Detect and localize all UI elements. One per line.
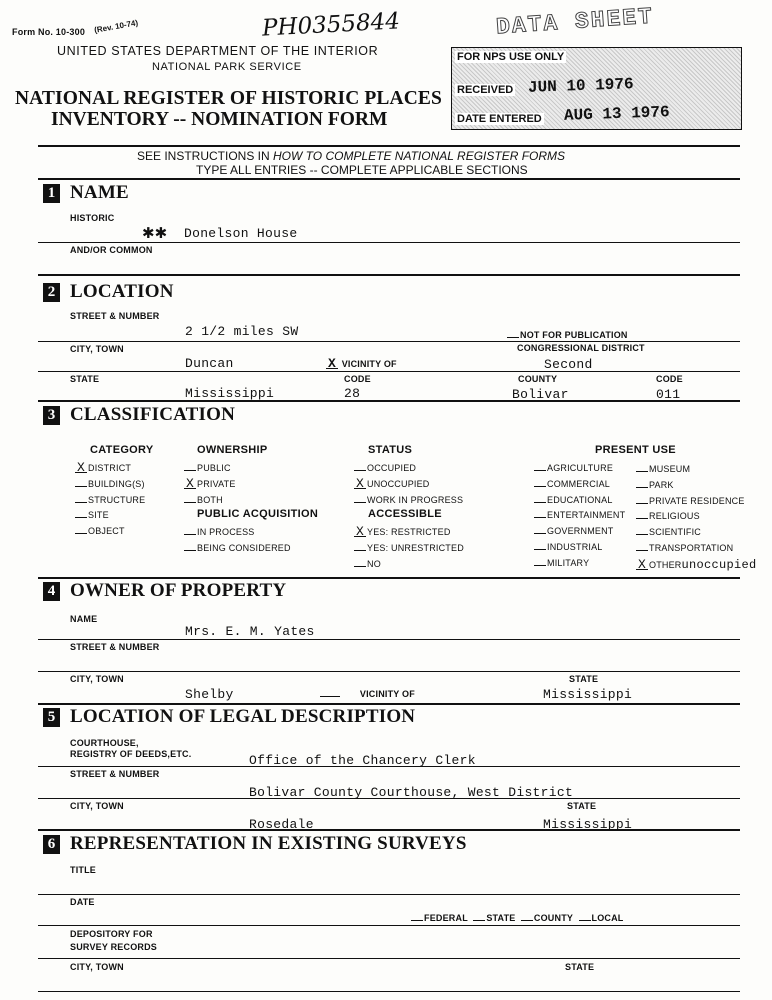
state-code-value: 28 xyxy=(344,386,361,401)
county-label: COUNTY xyxy=(518,374,558,384)
use-mark-transportation xyxy=(636,550,648,551)
survey-date-label: DATE xyxy=(70,897,95,907)
acquisition-option-being-considered xyxy=(184,543,291,553)
category-heading: CATEGORY xyxy=(90,444,154,456)
not-for-publication: NOT FOR PUBLICATION xyxy=(507,330,628,340)
use-option-religious xyxy=(636,511,700,521)
form-title-line1: NATIONAL REGISTER OF HISTORIC PLACES xyxy=(15,88,442,109)
other-use-value: unoccupied xyxy=(681,558,757,572)
status-label-work-in-progress: WORK IN PROGRESS xyxy=(367,494,464,505)
header-rule xyxy=(38,145,740,147)
historic-label: HISTORIC xyxy=(70,213,115,223)
use-label-agriculture: AGRICULTURE xyxy=(547,463,614,473)
status-mark-unoccupied: X xyxy=(355,475,364,491)
owner-city-value: Shelby xyxy=(185,687,234,702)
use-mark-commercial xyxy=(534,486,546,487)
status-option-work-in-progress xyxy=(354,495,463,505)
use-label-industrial: INDUSTRIAL xyxy=(547,542,603,552)
use-label-private-residence: PRIVATE RESIDENCE xyxy=(649,495,745,506)
use-label-other: OTHER xyxy=(649,560,682,570)
use-option-park xyxy=(636,480,674,490)
status-label-unoccupied: UNOCCUPIED xyxy=(367,478,430,489)
section-6-number: 6 xyxy=(43,835,60,854)
depository-label-1: DEPOSITORY FOR xyxy=(70,929,153,939)
section-6-title: REPRESENTATION IN EXISTING SURVEYS xyxy=(70,833,467,854)
ownership-heading: OWNERSHIP xyxy=(197,444,268,456)
category-label-district: DISTRICT xyxy=(88,463,132,473)
form-title-line2: INVENTORY -- NOMINATION FORM xyxy=(51,109,388,130)
section-1-title: NAME xyxy=(70,182,129,203)
section-3-end-rule xyxy=(38,577,740,579)
section-3-number: 3 xyxy=(43,406,60,425)
nps-box-label: FOR NPS USE ONLY xyxy=(457,51,565,63)
date-entered-stamp: AUG 13 1976 xyxy=(563,103,670,125)
category-label-structure: STRUCTURE xyxy=(88,494,146,505)
category-option-site xyxy=(75,510,109,520)
use-option-educational xyxy=(534,495,613,505)
status-label-occupied: OCCUPIED xyxy=(367,463,417,473)
owner-name-value: Mrs. E. M. Yates xyxy=(185,624,315,639)
status-option-occupied xyxy=(354,463,416,473)
owner-vicinity-of: VICINITY OF xyxy=(320,689,415,699)
survey-level-options: FEDERAL STATE COUNTY LOCAL xyxy=(411,913,624,923)
legal-street-value: Bolivar County Courthouse, West District xyxy=(249,785,574,800)
street-label: STREET & NUMBER xyxy=(70,311,160,321)
public-acquisition-heading: PUBLIC ACQUISITION xyxy=(197,508,319,520)
acquisition-label-in-process: IN PROCESS xyxy=(197,527,255,537)
street-value: 2 1/2 miles SW xyxy=(185,324,299,339)
ownership-mark-public xyxy=(184,470,196,471)
use-mark-religious xyxy=(636,518,648,519)
courthouse-value: Office of the Chancery Clerk xyxy=(249,753,476,768)
county-code-value: 011 xyxy=(656,387,681,402)
category-mark-building-s xyxy=(75,486,87,487)
use-label-entertainment: ENTERTAINMENT xyxy=(547,510,626,521)
section-2-title: LOCATION xyxy=(70,281,174,302)
courthouse-label-2: REGISTRY OF DEEDS,ETC. xyxy=(70,749,192,759)
section-2-end-rule xyxy=(38,400,740,402)
use-option-scientific xyxy=(636,527,701,537)
use-option-private-residence xyxy=(636,496,745,506)
use-option-other xyxy=(636,558,757,572)
accessible-mark-yes-restricted: X xyxy=(355,524,364,539)
vicinity-mark: X xyxy=(327,356,336,371)
street-rule xyxy=(38,341,740,342)
use-mark-educational xyxy=(534,502,546,503)
section-5-title: LOCATION OF LEGAL DESCRIPTION xyxy=(70,706,416,727)
present-use-heading: PRESENT USE xyxy=(595,444,676,456)
use-label-museum: MUSEUM xyxy=(649,464,691,474)
handwritten-id: PH0355844 xyxy=(261,8,401,42)
use-option-industrial xyxy=(534,542,603,552)
instructions-line1: SEE INSTRUCTIONS IN HOW TO COMPLETE NATIONAL REGISTER FORMS xyxy=(137,149,566,163)
legal-street-label: STREET & NUMBER xyxy=(70,769,160,779)
legal-state-label: STATE xyxy=(567,801,597,811)
historic-rule xyxy=(38,242,740,243)
service-name: NATIONAL PARK SERVICE xyxy=(152,61,302,73)
owner-street-rule xyxy=(38,671,740,672)
acquisition-option-in-process xyxy=(184,527,255,537)
use-option-military xyxy=(534,558,589,568)
use-label-transportation: TRANSPORTATION xyxy=(649,543,734,553)
use-option-commercial xyxy=(534,479,610,489)
survey-title-rule xyxy=(38,894,740,895)
section-4-title: OWNER OF PROPERTY xyxy=(70,580,287,601)
section-2-number: 2 xyxy=(43,283,60,302)
data-sheet-stamp: DATA SHEET xyxy=(495,3,655,41)
section-1-number: 1 xyxy=(43,184,60,203)
owner-city-label: CITY, TOWN xyxy=(70,674,124,684)
category-label-object: OBJECT xyxy=(88,526,125,537)
status-mark-work-in-progress xyxy=(354,502,366,503)
nps-use-only-box xyxy=(451,47,742,130)
instructions-rule xyxy=(38,178,740,180)
status-mark-occupied xyxy=(354,470,366,471)
city-rule xyxy=(38,371,740,372)
historic-marks: ✱✱ xyxy=(142,225,168,242)
state-value: Mississippi xyxy=(185,386,275,401)
use-mark-other: X xyxy=(637,557,646,572)
use-mark-private-residence xyxy=(636,503,648,504)
use-label-park: PARK xyxy=(649,479,674,490)
accessible-mark-no xyxy=(354,566,366,567)
ownership-option-both xyxy=(184,495,223,505)
use-label-commercial: COMMERCIAL xyxy=(547,478,611,489)
use-label-educational: EDUCATIONAL xyxy=(547,494,613,505)
survey-city-rule xyxy=(38,991,740,992)
ownership-option-private xyxy=(184,475,236,491)
state-code-label: CODE xyxy=(344,374,371,384)
category-label-building-s: BUILDING(S) xyxy=(88,478,145,489)
legal-state-value: Mississippi xyxy=(543,817,633,832)
section-3-title: CLASSIFICATION xyxy=(70,404,236,425)
category-option-building-s xyxy=(75,479,145,489)
category-option-object xyxy=(75,526,125,536)
use-mark-military xyxy=(534,565,546,566)
depository-rule xyxy=(38,958,740,959)
ownership-mark-both xyxy=(184,502,196,503)
department-name: UNITED STATES DEPARTMENT OF THE INTERIOR xyxy=(57,44,379,58)
ownership-mark-private: X xyxy=(185,475,194,491)
section-5-number: 5 xyxy=(43,708,60,727)
ownership-label-both: BOTH xyxy=(197,494,223,505)
received-label: RECEIVED xyxy=(457,84,514,96)
vicinity-of: X VICINITY OF xyxy=(327,356,397,371)
category-mark-site xyxy=(75,517,87,518)
use-label-government: GOVERNMENT xyxy=(547,526,614,537)
courthouse-label-1: COURTHOUSE, xyxy=(70,738,139,748)
accessible-heading: ACCESSIBLE xyxy=(368,508,442,520)
section-4-number: 4 xyxy=(43,582,60,601)
common-label: AND/OR COMMON xyxy=(70,245,153,255)
use-option-agriculture xyxy=(534,463,613,473)
section-4-end-rule xyxy=(38,703,740,705)
accessible-option-no xyxy=(354,559,381,569)
accessible-mark-yes-unrestricted xyxy=(354,550,366,551)
historic-name-value: Donelson House xyxy=(184,226,298,241)
legal-city-label: CITY, TOWN xyxy=(70,801,124,811)
city-value: Duncan xyxy=(185,356,234,371)
category-mark-object xyxy=(75,533,87,534)
use-option-transportation xyxy=(636,543,733,553)
district-value: Second xyxy=(544,357,593,372)
district-label: CONGRESSIONAL DISTRICT xyxy=(517,343,645,353)
section-5-end-rule xyxy=(38,829,740,831)
city-label: CITY, TOWN xyxy=(70,344,124,354)
category-mark-district: X xyxy=(76,460,85,475)
use-option-government xyxy=(534,526,614,536)
received-date-stamp: JUN 10 1976 xyxy=(527,75,634,97)
use-mark-scientific xyxy=(636,534,648,535)
accessible-label-yes-unrestricted: YES: UNRESTRICTED xyxy=(367,542,464,553)
status-option-unoccupied xyxy=(354,475,430,491)
accessible-option-yes-unrestricted xyxy=(354,543,464,553)
use-label-religious: RELIGIOUS xyxy=(649,511,700,522)
owner-state-value: Mississippi xyxy=(543,687,633,702)
county-value: Bolivar xyxy=(512,387,569,402)
ownership-option-public xyxy=(184,463,231,473)
use-option-entertainment xyxy=(534,510,625,520)
accessible-option-yes-restricted xyxy=(354,524,451,539)
owner-state-label: STATE xyxy=(569,674,599,684)
owner-name-rule xyxy=(38,639,740,640)
legal-street-rule xyxy=(38,798,740,799)
category-option-district xyxy=(75,460,132,475)
owner-street-label: STREET & NUMBER xyxy=(70,642,160,652)
instructions-line2: TYPE ALL ENTRIES -- COMPLETE APPLICABLE SECTIONS xyxy=(196,163,528,177)
use-mark-entertainment xyxy=(534,517,546,518)
use-option-museum xyxy=(636,464,690,474)
survey-city-label: CITY, TOWN xyxy=(70,962,124,972)
accessible-label-no: NO xyxy=(367,558,381,569)
county-code-label: CODE xyxy=(656,374,683,384)
form-revision: (Rev. 10-74) xyxy=(93,18,139,35)
status-heading: STATUS xyxy=(368,444,413,456)
category-option-structure xyxy=(75,495,145,505)
state-label: STATE xyxy=(70,374,100,384)
use-mark-industrial xyxy=(534,549,546,550)
category-mark-structure xyxy=(75,502,87,503)
form-number: Form No. 10-300 xyxy=(12,27,86,37)
survey-date-rule xyxy=(38,925,740,926)
owner-name-label: NAME xyxy=(70,614,98,624)
use-label-scientific: SCIENTIFIC xyxy=(649,527,702,538)
use-mark-agriculture xyxy=(534,470,546,471)
use-mark-government xyxy=(534,533,546,534)
courthouse-rule xyxy=(38,766,740,767)
acquisition-mark-in-process xyxy=(184,534,196,535)
section-1-end-rule xyxy=(38,274,740,276)
category-label-site: SITE xyxy=(88,510,109,521)
acquisition-mark-being-considered xyxy=(184,550,196,551)
date-entered-label: DATE ENTERED xyxy=(457,113,542,125)
legal-city-value: Rosedale xyxy=(249,817,314,832)
use-mark-museum xyxy=(636,471,648,472)
survey-state-label: STATE xyxy=(565,962,595,972)
use-mark-park xyxy=(636,487,648,488)
acquisition-label-being-considered: BEING CONSIDERED xyxy=(197,542,291,553)
accessible-label-yes-restricted: YES: RESTRICTED xyxy=(367,527,451,537)
depository-label-2: SURVEY RECORDS xyxy=(70,942,157,952)
ownership-label-private: PRIVATE xyxy=(197,478,236,489)
ownership-label-public: PUBLIC xyxy=(197,463,231,473)
use-label-military: MILITARY xyxy=(547,557,590,568)
survey-title-label: TITLE xyxy=(70,865,96,875)
